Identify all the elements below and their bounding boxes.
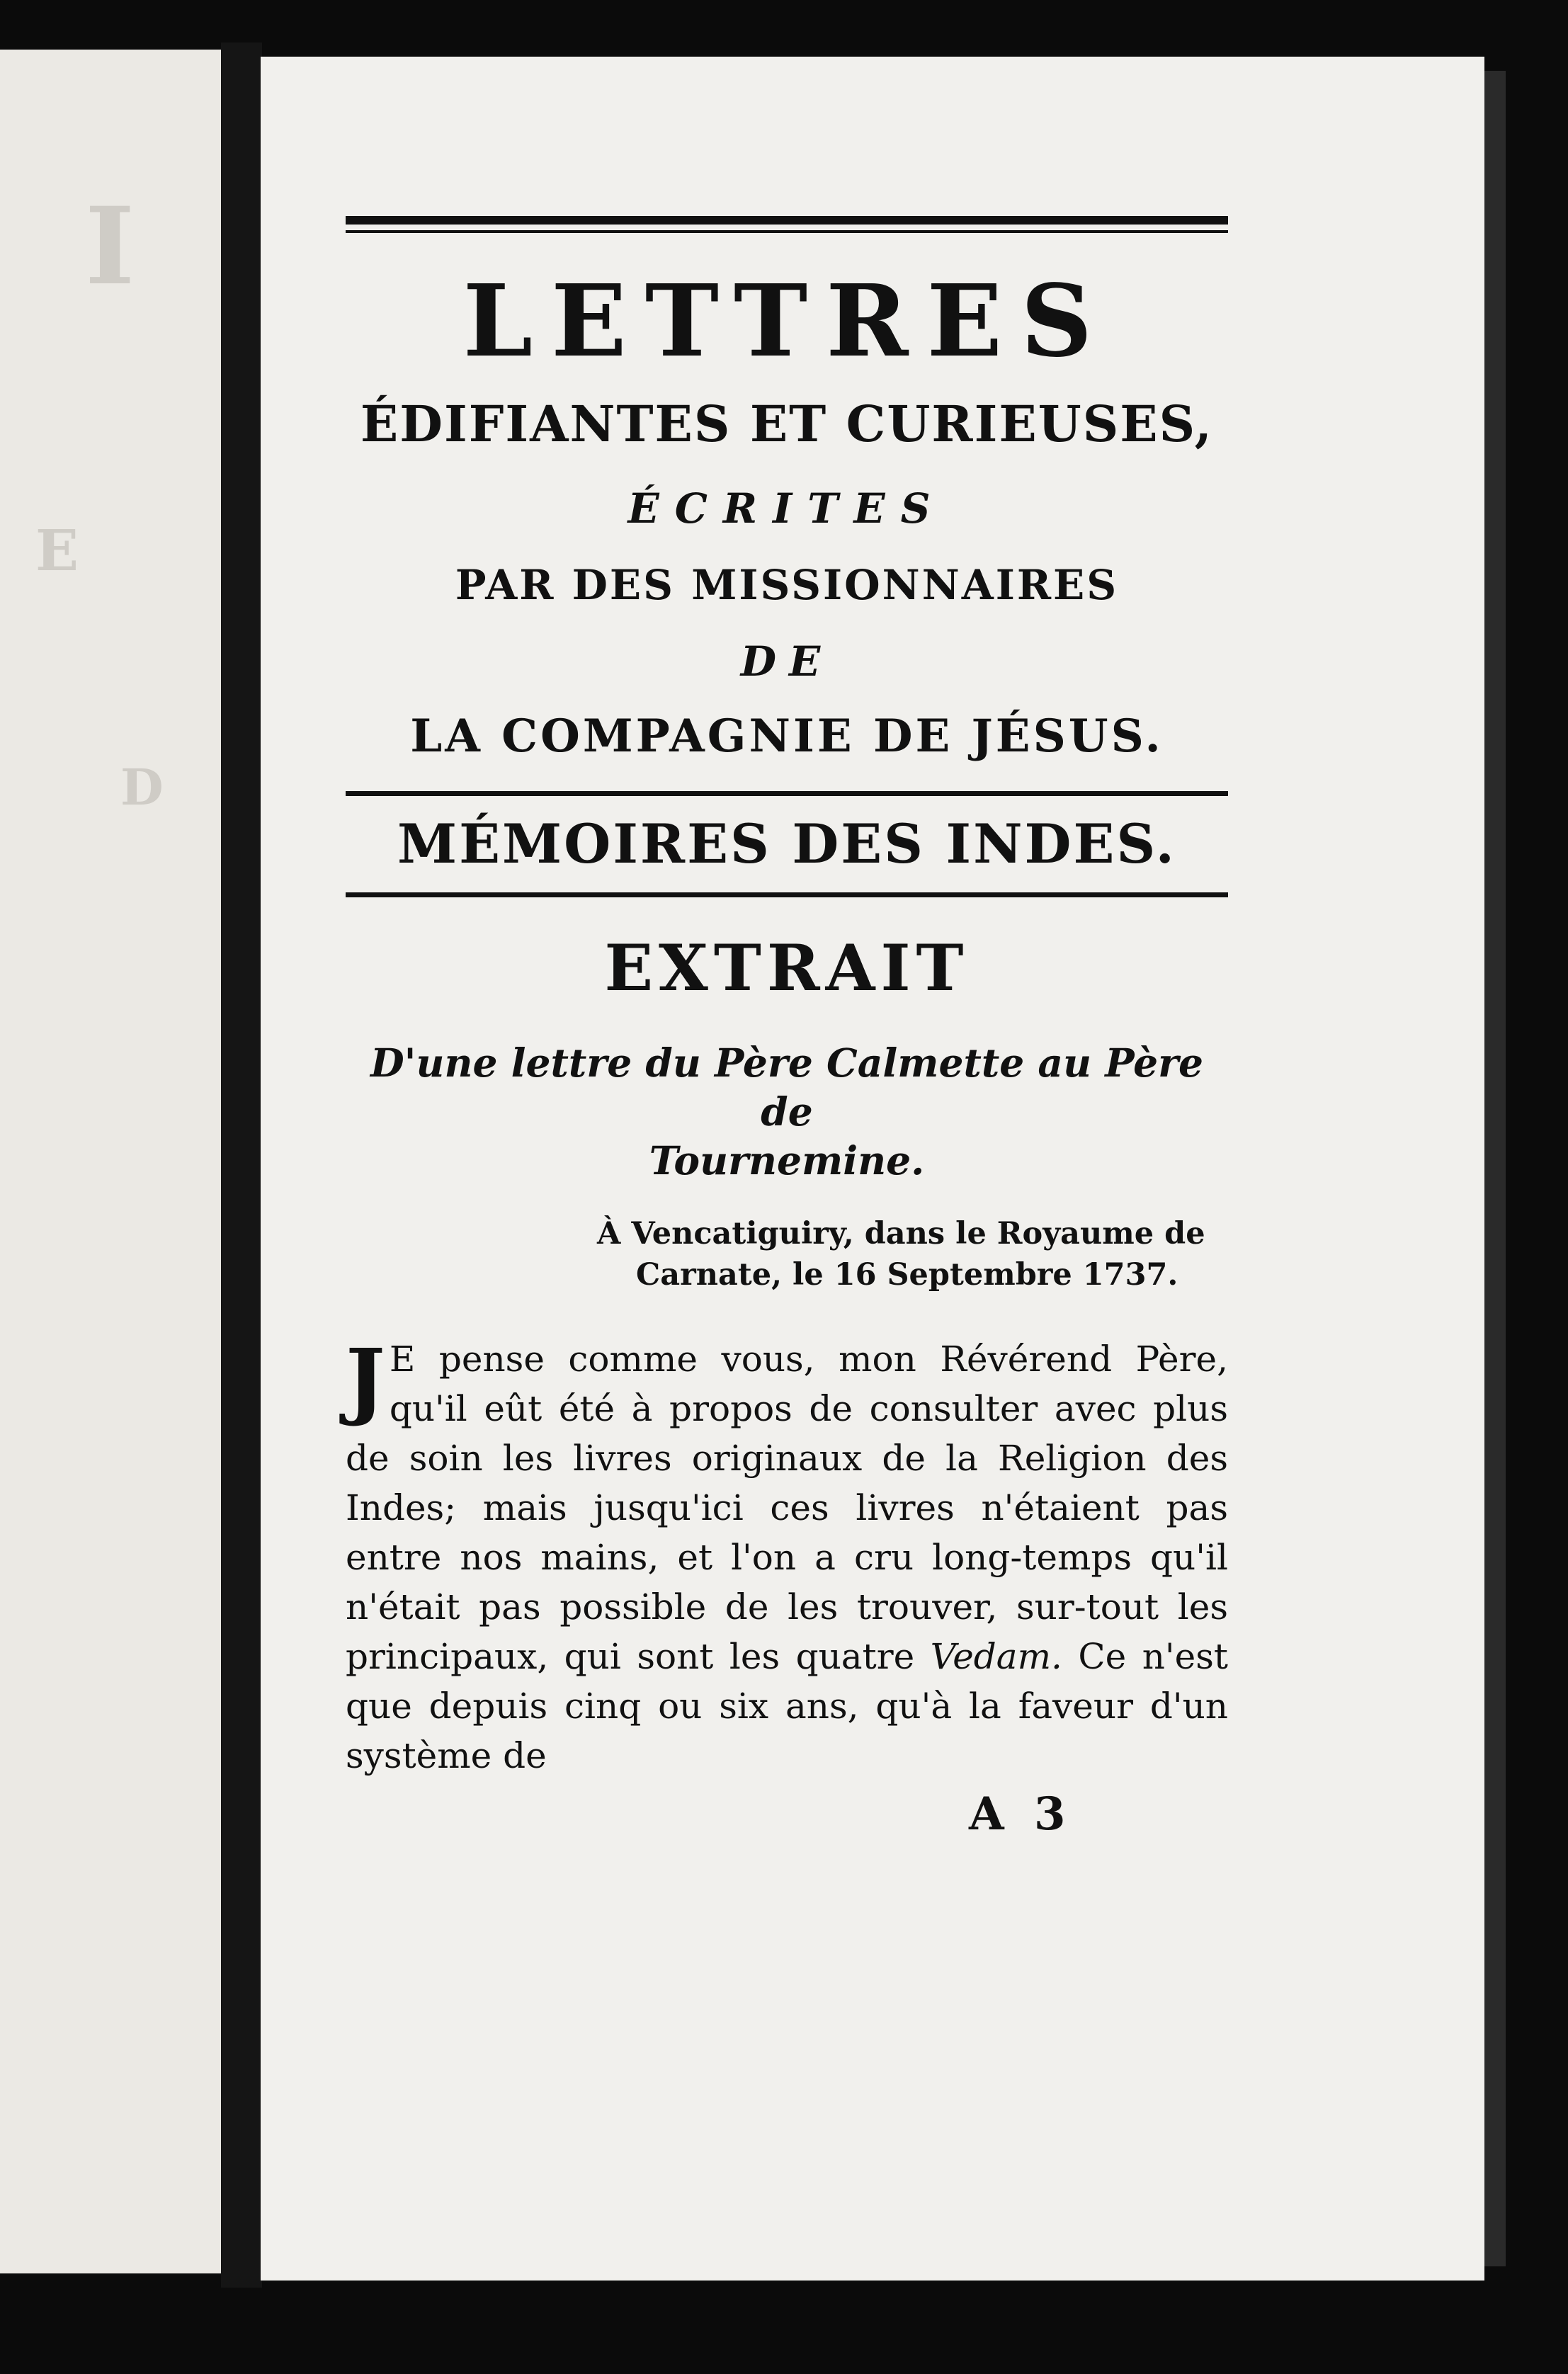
section-heading: MÉMOIRES DES INDES. bbox=[397, 812, 1177, 875]
book-subtitle: ÉDIFIANTES ET CURIEUSES, bbox=[360, 394, 1214, 453]
top-rule bbox=[346, 216, 1228, 225]
signature-mark: A 3 bbox=[969, 1788, 1073, 1841]
page-content bbox=[346, 216, 1228, 1841]
par-line: PAR DES MISSIONNAIRES bbox=[455, 561, 1119, 609]
top-rule-thin bbox=[346, 230, 1228, 233]
facing-page-letter: I bbox=[85, 184, 135, 309]
page-edge bbox=[1484, 71, 1506, 2266]
extrait-heading: EXTRAIT bbox=[604, 931, 970, 1006]
ecrites-line: ÉCRITES bbox=[627, 484, 946, 533]
body-text-end: Ce n'est que depuis cinq ou six ans, qu'à la faveur d'un système de bbox=[346, 1636, 1228, 1777]
drop-cap: J bbox=[346, 1330, 385, 1429]
letter-subheading bbox=[346, 1039, 1228, 1185]
section-rule-bottom bbox=[346, 892, 1228, 897]
book-spine bbox=[221, 42, 262, 2288]
facing-page-letter: D bbox=[120, 758, 164, 817]
letter-subheading-line1: D'une lettre du Père Calmette au Père de bbox=[370, 1040, 1204, 1135]
book-title: LETTRES bbox=[462, 263, 1111, 380]
dateline-line2: Carnate, le 16 Septembre 1737. bbox=[636, 1257, 1178, 1293]
body-text-start: E pense comme vous, mon Révérend Père, qu'il eût été à propos de consulter avec plus de soin les livres originaux de la Religion des Indes; mais jusqu'ici ces livres n'étaient pas entre nos mains, et l'on a cru long-temps qu'il n'était pas possible de les trouver, sur-tout les principaux, qui sont les quatre bbox=[346, 1339, 1228, 1678]
dateline-line1: À Vencatiguiry, dans le Royaume de bbox=[597, 1216, 1205, 1252]
section-rule-top bbox=[346, 791, 1228, 796]
compagnie-line: LA COMPAGNIE DE JÉSUS. bbox=[410, 710, 1164, 763]
letter-subheading-line2: Tournemine. bbox=[649, 1137, 925, 1183]
dateline bbox=[597, 1213, 1228, 1295]
letter-body bbox=[346, 1330, 1228, 1780]
facing-page-letter: E bbox=[35, 517, 79, 584]
facing-page bbox=[0, 50, 223, 2273]
vedam-term: Vedam. bbox=[930, 1636, 1062, 1678]
de-line: DE bbox=[740, 637, 834, 686]
